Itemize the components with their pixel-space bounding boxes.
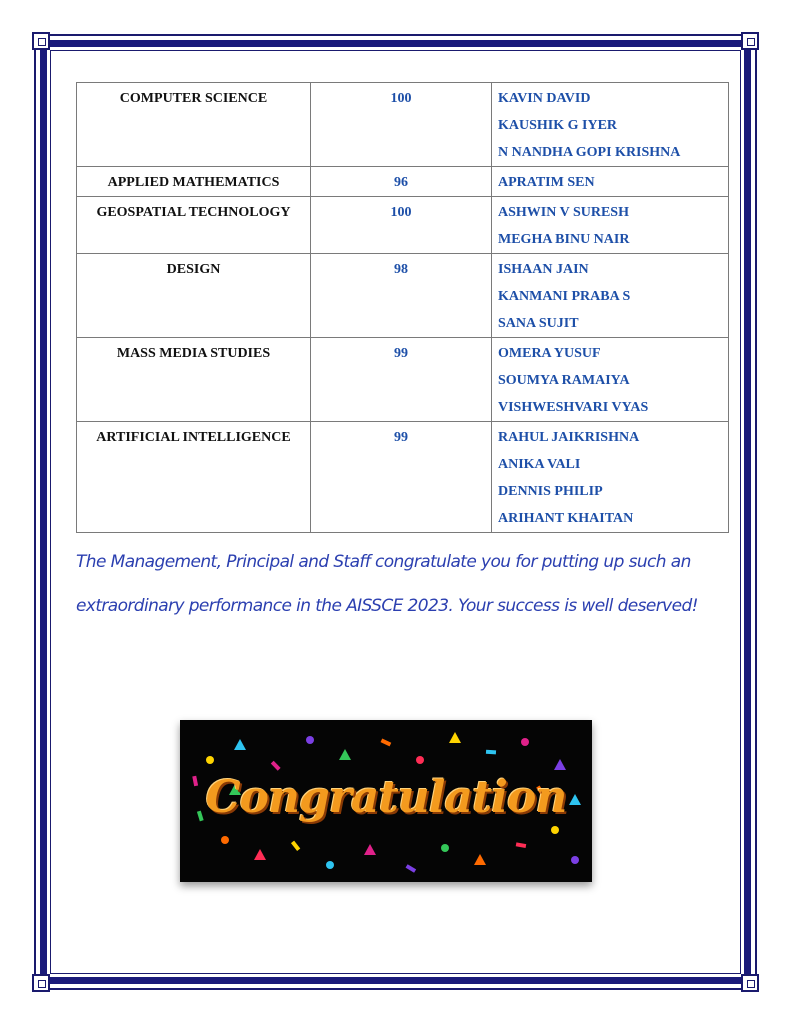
table-row bbox=[77, 254, 729, 338]
confetti-piece bbox=[339, 749, 351, 760]
score-cell: 96 bbox=[311, 167, 492, 197]
names-cell bbox=[492, 167, 729, 197]
banner-text: Congratulation bbox=[205, 772, 567, 823]
confetti-piece bbox=[306, 736, 314, 744]
confetti-piece bbox=[554, 759, 566, 770]
corner-ornament-bottom-right bbox=[741, 974, 759, 992]
student-name: KAVIN DAVID bbox=[498, 91, 591, 106]
student-name: ISHAAN JAIN bbox=[498, 262, 589, 277]
names-cell bbox=[492, 254, 729, 338]
confetti-piece bbox=[551, 826, 559, 834]
confetti-piece bbox=[364, 844, 376, 855]
confetti-piece bbox=[254, 849, 266, 860]
confetti-piece bbox=[206, 756, 214, 764]
confetti-piece bbox=[291, 841, 300, 851]
score-cell: 99 bbox=[311, 338, 492, 422]
confetti-piece bbox=[516, 842, 527, 848]
corner-ornament-top-right bbox=[741, 32, 759, 50]
student-name: KAUSHIK G IYER bbox=[498, 118, 618, 133]
student-name: OMERA YUSUF bbox=[498, 346, 601, 361]
subject-cell: DESIGN bbox=[77, 254, 311, 338]
student-name: N NANDHA GOPI KRISHNA bbox=[498, 145, 681, 160]
score-cell: 99 bbox=[311, 422, 492, 533]
student-name: KANMANI PRABA S bbox=[498, 289, 631, 304]
confetti-piece bbox=[486, 750, 496, 755]
confetti-piece bbox=[441, 844, 449, 852]
confetti-piece bbox=[521, 738, 529, 746]
subject-cell: MASS MEDIA STUDIES bbox=[77, 338, 311, 422]
names-cell bbox=[492, 338, 729, 422]
student-name: ASHWIN V SURESH bbox=[498, 205, 629, 220]
confetti-piece bbox=[234, 739, 246, 750]
confetti-piece bbox=[474, 854, 486, 865]
student-name: RAHUL JAIKRISHNA bbox=[498, 430, 640, 445]
student-name: SOUMYA RAMAIYA bbox=[498, 373, 630, 388]
names-cell bbox=[492, 83, 729, 167]
subject-cell: COMPUTER SCIENCE bbox=[77, 83, 311, 167]
confetti-piece bbox=[221, 836, 229, 844]
table-row bbox=[77, 83, 729, 167]
table-row bbox=[77, 197, 729, 254]
student-name: ANIKA VALI bbox=[498, 457, 581, 472]
score-cell: 98 bbox=[311, 254, 492, 338]
confetti-piece bbox=[571, 856, 579, 864]
table-row bbox=[77, 167, 729, 197]
student-name: APRATIM SEN bbox=[498, 175, 595, 190]
congratulatory-message: The Management, Principal and Staff congratulate you for putting up such an extraordinary performance in the AISSCE 2023. Your success is well deserved! bbox=[76, 552, 698, 616]
results-table-body bbox=[77, 83, 729, 533]
confetti-piece bbox=[326, 861, 334, 869]
confetti-piece bbox=[381, 738, 392, 746]
confetti-piece bbox=[416, 756, 424, 764]
subject-cell: GEOSPATIAL TECHNOLOGY bbox=[77, 197, 311, 254]
results-table bbox=[76, 82, 729, 533]
congratulation-banner bbox=[180, 720, 592, 882]
student-name: ARIHANT KHAITAN bbox=[498, 511, 634, 526]
corner-ornament-bottom-left bbox=[32, 974, 50, 992]
table-row bbox=[77, 422, 729, 533]
corner-ornament-top-left bbox=[32, 32, 50, 50]
student-name: MEGHA BINU NAIR bbox=[498, 232, 630, 247]
student-name: VISHWESHVARI VYAS bbox=[498, 400, 649, 415]
confetti-piece bbox=[449, 732, 461, 743]
confetti-piece bbox=[271, 761, 281, 771]
score-cell: 100 bbox=[311, 83, 492, 167]
subject-cell: APPLIED MATHEMATICS bbox=[77, 167, 311, 197]
names-cell bbox=[492, 422, 729, 533]
table-row bbox=[77, 338, 729, 422]
student-name: SANA SUJIT bbox=[498, 316, 579, 331]
score-cell: 100 bbox=[311, 197, 492, 254]
confetti-piece bbox=[406, 864, 417, 873]
student-name: DENNIS PHILIP bbox=[498, 484, 603, 499]
names-cell bbox=[492, 197, 729, 254]
subject-cell: ARTIFICIAL INTELLIGENCE bbox=[77, 422, 311, 533]
